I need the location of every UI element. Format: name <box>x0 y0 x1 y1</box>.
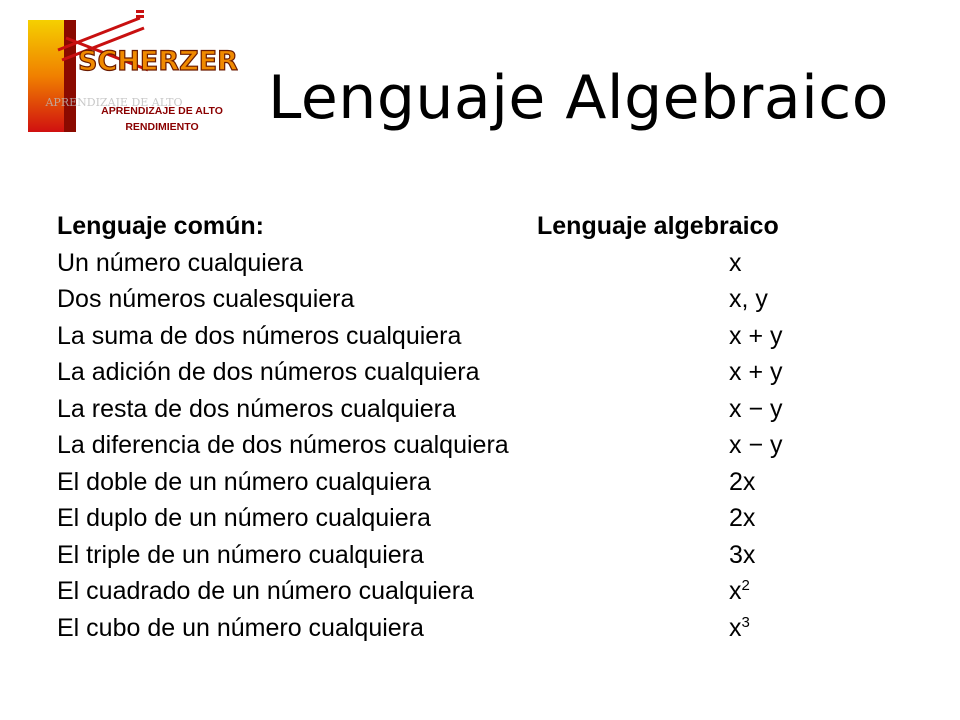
expression-base: x <box>729 613 742 642</box>
header-algebraic-language: Lenguaje algebraico <box>537 212 779 240</box>
table-row <box>57 573 917 610</box>
table-row <box>57 537 917 574</box>
logo-tagline-line2: RENDIMIENTO <box>125 121 199 133</box>
row-common-text: El cuadrado de un número cualquiera <box>57 577 474 605</box>
scherzer-logo <box>18 8 238 138</box>
logo-tagline-line1: APRENDIZAJE DE ALTO <box>101 105 223 117</box>
row-algebraic-expression: x − y <box>729 394 783 423</box>
table-row <box>57 354 917 391</box>
table-row <box>57 245 917 282</box>
row-algebraic-expression <box>537 573 750 610</box>
row-common-text: Dos números cualesquiera <box>57 285 355 313</box>
row-common-text: La resta de dos números cualquiera <box>57 394 456 423</box>
row-algebraic-expression: 2x <box>729 504 756 532</box>
row-algebraic-expression: x − y <box>729 431 783 459</box>
row-algebraic-expression: 2x <box>729 467 756 496</box>
row-algebraic-expression: 3x <box>729 540 756 569</box>
row-common-text: El cubo de un número cualquiera <box>57 613 424 642</box>
table-row <box>57 464 917 501</box>
slide-title: Lenguaje Algebraico <box>268 63 889 133</box>
row-common-text: La suma de dos números cualquiera <box>57 321 462 350</box>
logo-tagline-shadow: APRENDIZAJE DE ALTO <box>45 96 183 109</box>
row-algebraic-expression: x + y <box>729 321 783 350</box>
row-common-text: La diferencia de dos números cualquiera <box>57 431 509 459</box>
row-common-text: El triple de un número cualquiera <box>57 540 424 569</box>
logo-graphic <box>18 8 238 138</box>
table-header <box>57 208 917 245</box>
row-common-text: La adición de dos números cualquiera <box>57 358 480 386</box>
row-common-text: Un número cualquiera <box>57 248 303 277</box>
header-common-language: Lenguaje común: <box>57 212 264 240</box>
row-algebraic-expression: x, y <box>729 285 768 313</box>
translation-table <box>57 208 917 646</box>
row-algebraic-expression: x <box>729 248 742 277</box>
expression-base: x <box>729 577 742 605</box>
table-row <box>57 427 917 464</box>
logo-brand: SCHERZER <box>78 46 238 77</box>
table-row <box>57 610 917 647</box>
row-common-text: El duplo de un número cualquiera <box>57 504 431 532</box>
table-row <box>57 318 917 355</box>
expression-exponent: 2 <box>741 577 750 594</box>
table-row <box>57 500 917 537</box>
row-common-text: El doble de un número cualquiera <box>57 467 431 496</box>
expression-exponent: 3 <box>741 613 750 631</box>
table-row <box>57 281 917 318</box>
row-algebraic-expression <box>537 610 750 647</box>
row-algebraic-expression: x + y <box>729 358 783 386</box>
table-row <box>57 391 917 428</box>
